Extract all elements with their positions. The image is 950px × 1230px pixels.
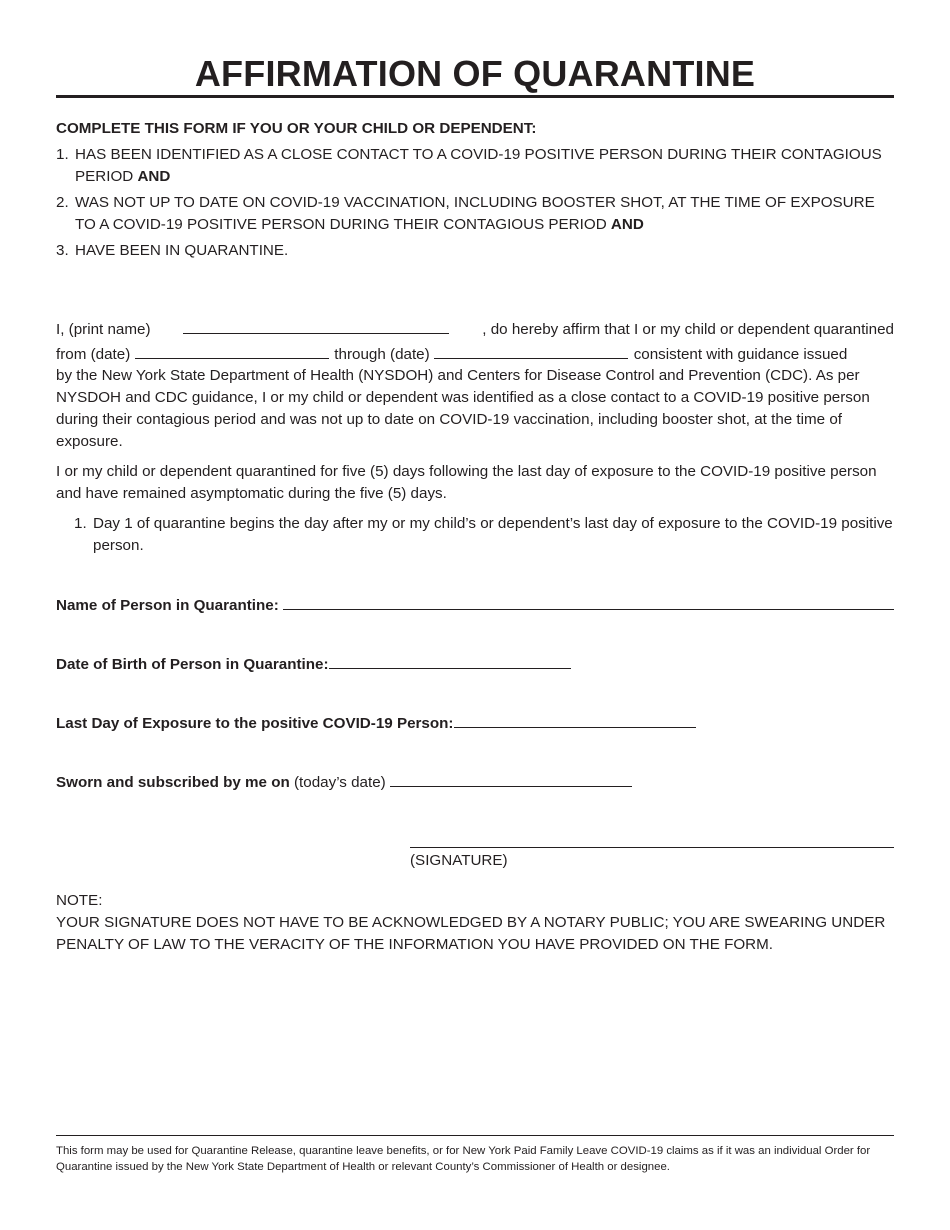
criterion-text	[75, 144, 894, 188]
from-date-label: from (date)	[56, 346, 131, 363]
dob-field[interactable]	[329, 654, 571, 669]
step-number: 1.	[74, 515, 87, 532]
affirmation-line-dates	[56, 343, 894, 365]
footer-text: This form may be used for Quarantine Release, quarantine leave benefits, or for New York Paid Family Leave COVID-19 claims as if it was an individual Order for Quarantine issued by the New York State Department of Health or relevant County’s Commissioner of Health or designee.	[56, 1145, 871, 1173]
criterion-text	[75, 240, 894, 262]
quarantine-paragraph: I or my child or dependent quarantined for five (5) days following the last day of exposure to the COVID-19 positive person and have remained asymptomatic during the five (5) days.	[56, 463, 877, 502]
from-date-field[interactable]	[135, 343, 329, 359]
criterion-item	[56, 144, 894, 188]
footer-divider	[56, 1135, 894, 1136]
sworn-date-field[interactable]	[390, 772, 632, 787]
note-title: NOTE:	[56, 892, 103, 909]
through-date-label: through (date)	[334, 346, 430, 363]
name-label: Name of Person in Quarantine:	[56, 597, 284, 614]
page-title: AFFIRMATION OF QUARANTINE	[194, 53, 756, 94]
criterion-item	[56, 240, 894, 262]
dob-row	[56, 654, 571, 673]
through-date-field[interactable]	[434, 343, 628, 359]
criterion-number: 1.	[56, 146, 69, 163]
name-row	[56, 595, 894, 614]
criterion-emphasis: AND	[137, 168, 171, 185]
sworn-row	[56, 772, 632, 791]
affirmation-rest: by the New York State Department of Health (NYSDOH) and Centers for Disease Control and Prevention (CDC). As per NYSDOH and CDC guidance, I or my child or dependent was identified as a close contact to a COVID-19 positive person during their contagious period and was not up to date on COVID-19 vaccination, including booster shot, at the time of exposure.	[56, 367, 870, 450]
name-field[interactable]	[283, 595, 894, 610]
criterion-body: HAS BEEN IDENTIFIED AS A CLOSE CONTACT TO A COVID-19 POSITIVE PERSON DURING THEIR CONTAGIOUS PERIOD	[75, 146, 882, 185]
signature-field[interactable]	[410, 847, 894, 848]
step-item	[74, 513, 894, 557]
print-name-label: I, (print name)	[56, 321, 151, 338]
title-divider	[56, 95, 894, 98]
affirmation-line-name	[56, 318, 894, 343]
consistent-text: consistent with guidance issued	[633, 346, 848, 363]
sworn-sublabel: (today’s date)	[293, 774, 390, 791]
affirm-text: , do hereby affirm that I or my child or dependent quarantined	[482, 321, 894, 338]
note-section	[56, 890, 894, 956]
criterion-number: 3.	[56, 242, 69, 259]
criterion-body: HAVE BEEN IN QUARANTINE.	[75, 242, 289, 259]
criterion-item	[56, 192, 894, 236]
affirmation-paragraph	[56, 318, 894, 453]
dob-label: Date of Birth of Person in Quarantine:	[56, 656, 329, 673]
criterion-emphasis: AND	[610, 216, 644, 233]
criterion-body: WAS NOT UP TO DATE ON COVID-19 VACCINATION, INCLUDING BOOSTER SHOT, AT THE TIME OF EXPOSURE TO A COVID-19 POSITIVE PERSON DURING THEIR CONTAGIOUS PERIOD	[75, 194, 875, 233]
print-name-field[interactable]	[183, 318, 449, 334]
exposure-row	[56, 713, 696, 732]
note-text: YOUR SIGNATURE DOES NOT HAVE TO BE ACKNOWLEDGED BY A NOTARY PUBLIC; YOU ARE SWEARING UNDER PENALTY OF LAW TO THE VERACITY OF THE INFORMATION YOU HAVE PROVIDED ON THE FORM.	[56, 914, 886, 953]
step-text: Day 1 of quarantine begins the day after my or my child’s or dependent’s last day of exposure to the COVID-19 positive person.	[93, 515, 893, 554]
intro-heading: COMPLETE THIS FORM IF YOU OR YOUR CHILD OR DEPENDENT:	[56, 120, 537, 137]
intro-section	[56, 118, 894, 266]
form-page	[56, 0, 894, 1230]
criterion-text	[75, 192, 894, 236]
exposure-date-field[interactable]	[454, 713, 696, 728]
exposure-label: Last Day of Exposure to the positive COVID-19 Person:	[56, 715, 454, 732]
criterion-number: 2.	[56, 194, 69, 211]
sworn-label: Sworn and subscribed by me on	[56, 774, 294, 791]
signature-label: (SIGNATURE)	[410, 852, 508, 869]
